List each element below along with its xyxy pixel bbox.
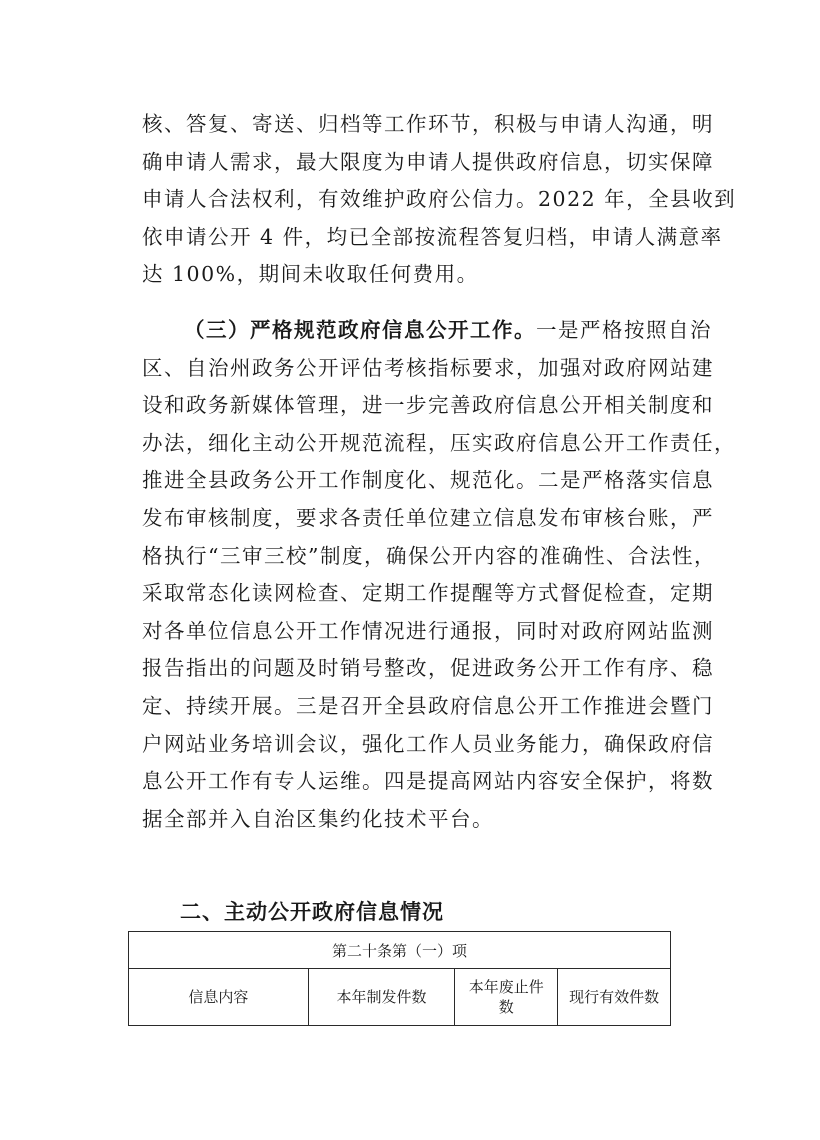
paragraph-heading: （三）严格规范政府信息公开工作。 — [184, 318, 536, 342]
text-line: 户网站业务培训会议，强化工作人员业务能力，确保政府信 — [142, 731, 714, 756]
text-line: 报告指出的问题及时销号整改，促进政务公开工作有序、稳 — [142, 656, 714, 681]
text-line: 区、自治州政务公开评估考核指标要求，加强对政府网站建 — [142, 355, 714, 380]
paragraph-application-disclosure — [142, 106, 737, 294]
text-line: 确申请人需求，最大限度为申请人提供政府信息，切实保障 — [142, 149, 714, 174]
text-line: 申请人合法权利，有效维护政府公信力。2022 年，全县收到 — [142, 187, 737, 212]
text-line: 据全部并入自治区集约化技术平台。 — [142, 806, 494, 831]
header-info-content: 信息内容 — [129, 969, 309, 1026]
text-line: 发布审核制度，要求各责任单位建立信息发布审核台账，严 — [142, 505, 714, 530]
text-line: 达 100%，期间未收取任何费用。 — [142, 262, 479, 287]
paragraph-standardize-disclosure — [142, 312, 736, 838]
header-currently-valid: 现行有效件数 — [558, 969, 671, 1026]
paragraph-heading-continuation: 一是严格按照自治 — [536, 318, 712, 342]
text-line: 依申请公开 4 件，均已全部按流程答复归档，申请人满意率 — [142, 224, 723, 249]
text-line: 定、持续开展。三是召开全县政府信息公开工作推进会暨门 — [142, 693, 714, 718]
table-caption: 第二十条第（一）项 — [129, 932, 671, 969]
text-line: 息公开工作有专人运维。四是提高网站内容安全保护，将数 — [142, 769, 714, 794]
text-line: 办法，细化主动公开规范流程，压实政府信息公开工作责任， — [142, 430, 736, 455]
disclosure-table — [128, 931, 671, 1026]
text-line: 格执行“三审三校”制度，确保公开内容的准确性、合法性， — [142, 543, 716, 568]
header-issued-this-year: 本年制发件数 — [308, 969, 455, 1026]
text-line: 推进全县政务公开工作制度化、规范化。二是严格落实信息 — [142, 468, 714, 493]
header-abolished-this-year — [455, 969, 558, 1026]
header-abolished-line1: 本年废止件 — [468, 978, 544, 996]
table-caption-row — [129, 932, 671, 969]
section-heading: 二、主动公开政府信息情况 — [180, 900, 444, 924]
header-abolished-line2: 数 — [498, 998, 514, 1016]
text-line: 采取常态化读网检查、定期工作提醒等方式督促检查，定期 — [142, 581, 714, 606]
text-line: 对各单位信息公开工作情况进行通报，同时对政府网站监测 — [142, 618, 714, 643]
text-line: 核、答复、寄送、归档等工作环节，积极与申请人沟通，明 — [142, 112, 714, 136]
text-line: 设和政务新媒体管理，进一步完善政府信息公开相关制度和 — [142, 393, 714, 418]
text-line — [142, 312, 712, 350]
table-header-row — [129, 969, 671, 1026]
